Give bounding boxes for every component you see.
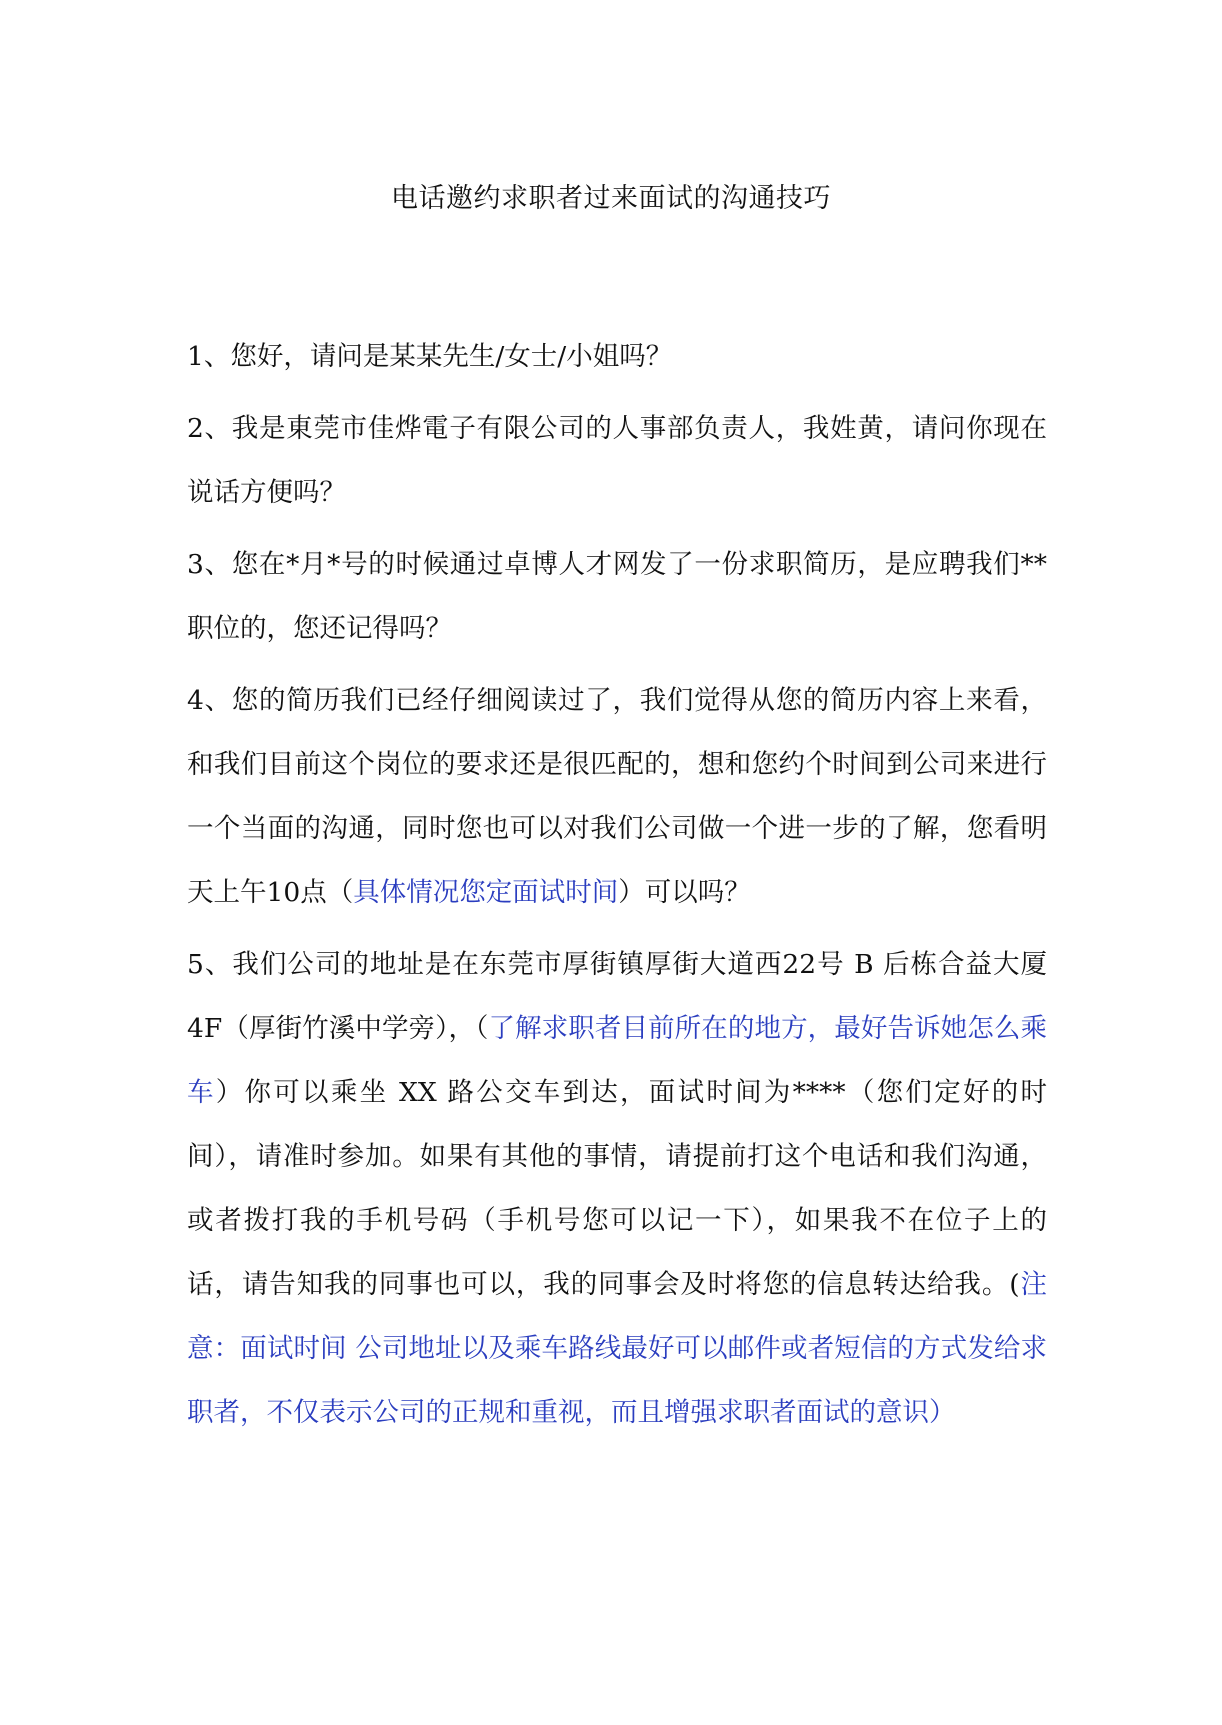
paragraph-2 xyxy=(187,397,1047,525)
page-title: 电话邀约求职者过来面试的沟通技巧 xyxy=(391,183,831,214)
paragraph-1 xyxy=(187,325,1047,389)
paragraph-text: 2、我是東莞市佳烨電子有限公司的人事部负责人，我姓黄，请问你现在说话方便吗？ xyxy=(187,413,1047,508)
paragraph-text: 4、您的简历我们已经仔细阅读过了，我们觉得从您的简历内容上来看，和我们目前这个岗位的要求还是很匹配的，想和您约个时间到公司来进行一个当面的沟通，同时您也可以对我们公司做一个进一步的了解，您看明天上午10点（ xyxy=(187,685,1047,908)
paragraph-text: 3、您在*月*号的时候通过卓博人才网发了一份求职简历，是应聘我们**职位的，您还记得吗？ xyxy=(187,549,1047,644)
paragraph-text: ）可以吗？ xyxy=(618,877,751,908)
document-body xyxy=(187,325,1047,1453)
paragraph-text: 5、我们公司的地址是在东莞市厚街镇厚街大道西22号 B 后栋合益大厦4F（厚街竹溪中学旁），（ xyxy=(187,949,1047,1044)
paragraph-5 xyxy=(187,933,1047,1445)
paragraph-text: ）你可以乘坐 XX 路公交车到达，面试时间为****（您们定好的时间），请准时参加。如果有其他的事情，请提前打这个电话和我们沟通，或者拨打我的手机号码（手机号您可以记一下），如果我不在位子上的话，请告知我的同事也可以，我的同事会及时将您的信息转达给我。( xyxy=(187,1077,1047,1300)
paragraph-3 xyxy=(187,533,1047,661)
paragraph-text: 1、您好，请问是某某先生/女士/小姐吗？ xyxy=(187,341,673,372)
highlighted-note: 具体情况您定面试时间 xyxy=(353,877,619,908)
paragraph-4 xyxy=(187,669,1047,925)
highlighted-note: 注意：面试时间 公司地址以及乘车路线最好可以邮件或者短信的方式发给求职者，不仅表示公司的正规和重视，而且增强求职者面试的意识） xyxy=(187,1269,1048,1428)
highlighted-note: 了解求职者目前所在的地方，最好告诉她怎么乘车 xyxy=(187,1013,1047,1108)
